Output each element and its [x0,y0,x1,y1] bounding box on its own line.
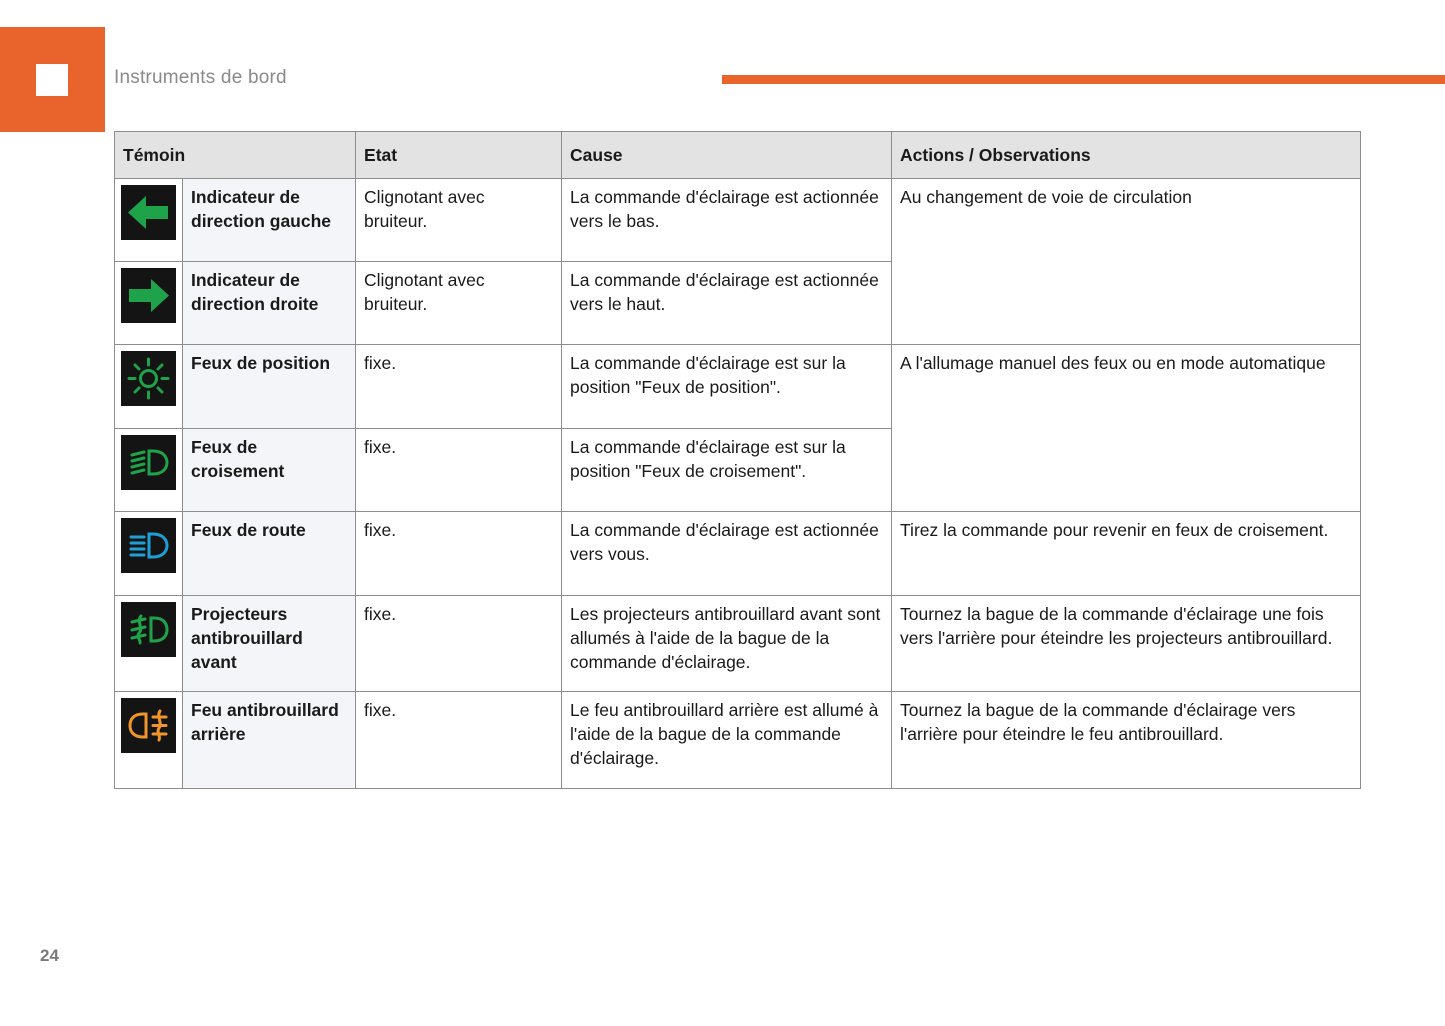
column-header-etat: Etat [356,132,562,179]
lamp-name: Feux de croisement [183,429,356,512]
rear-fog-icon [121,698,176,753]
lamp-name: Feu antibrouillard arrière [183,692,356,789]
lamp-cause: La commande d'éclairage est actionnée vers vous. [562,512,892,596]
icon-cell [115,345,183,429]
lamp-action: Tournez la bague de la commande d'éclairage vers l'arrière pour éteindre le feu antibrouillard. [892,692,1361,789]
lamp-etat: Clignotant avec bruiteur. [356,262,562,345]
front-fog-icon [121,602,176,657]
lamp-name: Feux de route [183,512,356,596]
lamp-cause: La commande d'éclairage est sur la position "Feux de position". [562,345,892,429]
lamp-cause: La commande d'éclairage est actionnée vers le haut. [562,262,892,345]
table-row [115,179,1361,262]
icon-cell [115,262,183,345]
lamp-cause: Le feu antibrouillard arrière est allumé à l'aide de la bague de la commande d'éclairage. [562,692,892,789]
lamp-etat: fixe. [356,692,562,789]
icon-cell [115,179,183,262]
table-row [115,345,1361,429]
header-rule [722,75,1445,84]
dipped-beam-icon [121,435,176,490]
left-arrow-icon [121,185,176,240]
section-title: Instruments de bord [114,67,287,88]
table-header-row [115,132,1361,179]
table-row [115,692,1361,789]
table-row [115,512,1361,596]
right-arrow-icon [121,268,176,323]
page-number: 24 [40,946,59,965]
lamp-cause: Les projecteurs antibrouillard avant sont allumés à l'aide de la bague de la commande d'éclairage. [562,596,892,692]
chapter-tab-square [36,64,68,96]
lamp-etat: Clignotant avec bruiteur. [356,179,562,262]
lamp-etat: fixe. [356,345,562,429]
lamp-name: Feux de position [183,345,356,429]
lamp-name: Indicateur de direction gauche [183,179,356,262]
icon-cell [115,596,183,692]
lamp-action: Au changement de voie de circulation [892,179,1361,345]
lamp-etat: fixe. [356,429,562,512]
lamp-etat: fixe. [356,512,562,596]
column-header-cause: Cause [562,132,892,179]
lamp-cause: La commande d'éclairage est sur la position "Feux de croisement". [562,429,892,512]
lamp-action: A l'allumage manuel des feux ou en mode automatique [892,345,1361,512]
column-header-temoin: Témoin [115,132,356,179]
lamp-etat: fixe. [356,596,562,692]
icon-cell [115,692,183,789]
warning-lamps-table [114,131,1361,789]
main-beam-icon [121,518,176,573]
column-header-actions: Actions / Observations [892,132,1361,179]
lamp-name: Projecteurs antibrouillard avant [183,596,356,692]
lamp-action: Tournez la bague de la commande d'éclairage une fois vers l'arrière pour éteindre les projecteurs antibrouillard. [892,596,1361,692]
lamp-action: Tirez la commande pour revenir en feux de croisement. [892,512,1361,596]
lamp-cause: La commande d'éclairage est actionnée vers le bas. [562,179,892,262]
icon-cell [115,429,183,512]
table-row [115,596,1361,692]
position-lights-icon [121,351,176,406]
lamp-name: Indicateur de direction droite [183,262,356,345]
chapter-tab [0,27,105,132]
icon-cell [115,512,183,596]
